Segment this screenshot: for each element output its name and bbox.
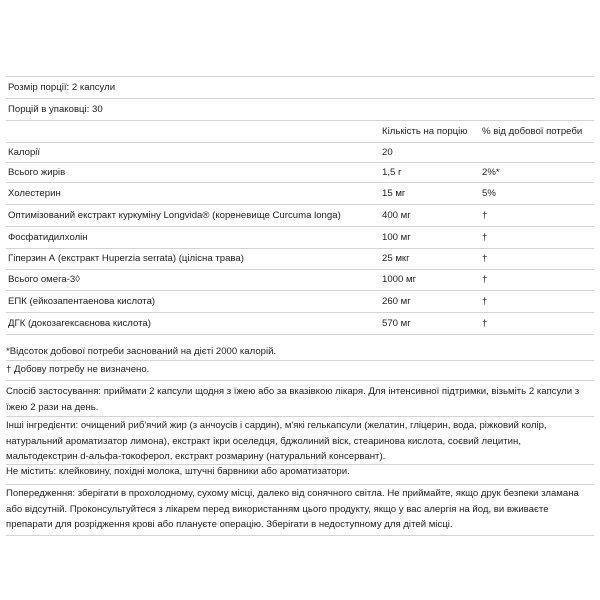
divider [6,535,594,536]
nutrient-amount: 100 мг [382,232,411,243]
nutrient-daily-value: † [482,253,488,264]
dagger-footnote: † Добову потребу не визначено. [6,364,150,375]
divider [6,248,594,249]
nutrient-daily-value: 5% [482,188,496,199]
other-ingredients: Інші інгредієнти: очищений риб'ячий жир (з анчоусів і сардин), м'які гелькапсули (желатин, гліцерин, вода, ріжковий колір, натуральний ароматизатор лимона), екстракт ікри оселедця, бджолиний віск, стеаринова кислота, соєвий лецитин, мальтодекстрин d-альфа-токоферол, екстракт розмарину (натуральний консервант). [6,420,547,462]
nutrient-amount: 15 мг [382,188,406,199]
nutrient-name: Оптимізований екстракт куркуміну Longvida® (кореневище Curcuma longa) [8,210,341,221]
nutrient-daily-value: 2%* [482,167,500,178]
daily-value-footnote: *Відсоток добової потреби заснований на дієті 2000 калорій. [6,346,277,357]
nutrient-amount: 1,5 г [382,167,402,178]
divider [6,76,594,77]
nutrient-amount: 1000 мг [382,274,417,285]
divider [6,334,594,335]
divider [6,380,594,381]
nutrient-name: Всього омега-3◊ [8,274,80,285]
nutrient-daily-value: † [482,232,488,243]
divider [6,204,594,205]
nutrient-amount: 25 мкг [382,253,410,264]
divider [6,98,594,99]
nutrient-daily-value: † [482,318,488,329]
nutrient-name: Всього жирів [8,167,66,178]
divider [6,416,594,417]
servings-per-container: Порцій в упаковці: 30 [8,104,103,115]
divider [6,182,594,183]
divider [6,142,594,143]
free-from-statement: Не містить: клейковину, похідні молока, штучні барвники або ароматизатори. [6,466,350,477]
nutrient-amount: 20 [382,147,393,158]
usage-directions: Спосіб застосування: приймати 2 капсули щодня з їжею або за вказівкою лікаря. Для інтенсивної підтримки, візьміть 2 капсули з їжею 2 рази на день. [6,386,580,413]
divider [6,162,594,163]
nutrient-daily-value: † [482,296,488,307]
nutrient-name: Холестерин [8,188,61,199]
nutrient-amount: 260 мг [382,296,411,307]
divider [6,269,594,270]
divider [6,226,594,227]
nutrient-name: ЕПК (ейкозапентаенова кислота) [8,296,156,307]
divider [6,464,594,465]
daily-value-header: % від добової потреби [482,126,583,137]
nutrient-amount: 400 мг [382,210,411,221]
nutrient-daily-value: † [482,210,488,221]
serving-size: Розмір порції: 2 капсули [8,82,116,93]
divider [6,360,594,361]
nutrient-amount: 570 мг [382,318,411,329]
divider [6,484,594,485]
divider [6,312,594,313]
warnings: Попередження: зберігати в прохолодному, сухому місці, далеко від сонячного світла. Не приймайте, якщо друк безпеки зламана або відсутній. Проконсультуйтеся з лікарем перед використанням цього продукту, якщо у вас алергія на йод, ви вживаєте препарати для розрідження крові або плануєте операцію. Зберігати в недоступному для дітей місці. [6,488,579,530]
nutrient-daily-value: † [482,274,488,285]
nutrient-name: Гіперзин А (екстракт Huperzia serrata) (цілісна трава) [8,253,244,264]
nutrient-name: Калорії [8,147,41,158]
divider [6,290,594,291]
nutrient-name: Фосфатидилхолін [8,232,88,243]
amount-per-serving-header: Кількість на порцію [382,126,468,137]
nutrient-name: ДГК (докозагексаєнова кислота) [8,318,151,329]
divider [6,120,594,121]
